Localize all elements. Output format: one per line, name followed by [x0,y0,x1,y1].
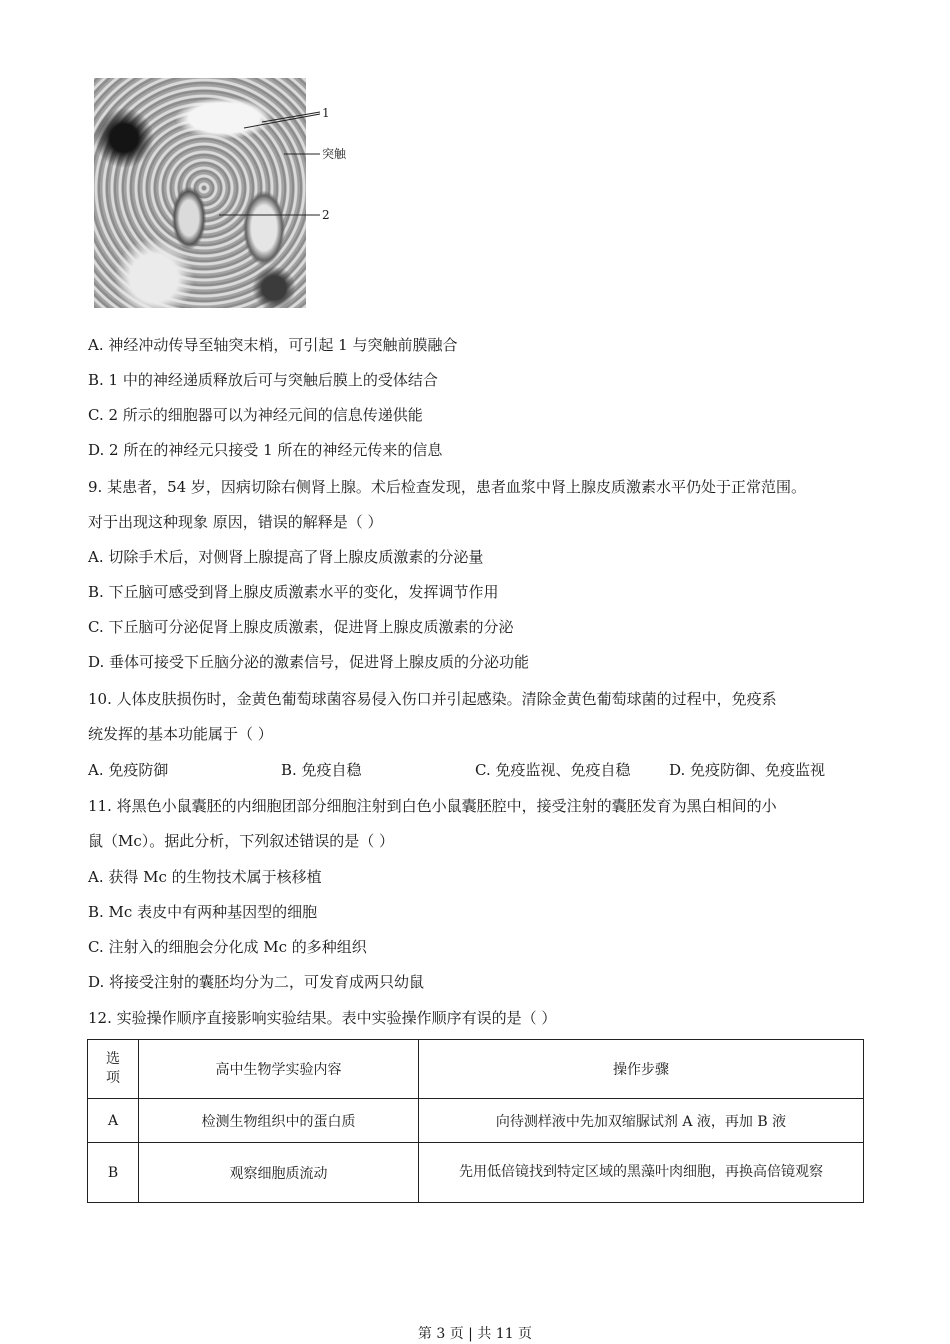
q8-option-c: C. 2 所示的细胞器可以为神经元间的信息传递供能 [88,406,423,424]
q11-stem-line2: 鼠（Mc）。据此分析，下列叙述错误的是（ ） [88,832,395,850]
header-steps: 操作步骤 [419,1040,864,1099]
header-content: 高中生物学实验内容 [139,1040,419,1099]
row-b-content: 观察细胞质流动 [139,1143,419,1203]
q10-option-c: C. 免疫监视、免疫自稳 [475,761,631,779]
page-footer: 第 3 页 | 共 11 页 [417,1326,533,1342]
q11-stem-line1: 11. 将黑色小鼠囊胚的内细胞团部分细胞注射到白色小鼠囊胚腔中，接受注射的囊胚发育为黑白相间的小 [88,797,777,815]
q8-option-d: D. 2 所在的神经元只接受 1 所在的神经元传来的信息 [88,441,443,459]
q10-stem-line2: 统发挥的基本功能属于（ ） [88,725,273,743]
q10-option-b: B. 免疫自稳 [281,761,362,779]
q9-stem-line1: 9. 某患者，54 岁，因病切除右侧肾上腺。术后检查发现，患者血浆中肾上腺皮质激素水平仍处于正常范围。 [88,478,806,496]
q10-option-d: D. 免疫防御、免疫监视 [669,761,826,779]
q9-option-a: A. 切除手术后，对侧肾上腺提高了肾上腺皮质激素的分泌量 [88,548,484,566]
q9-option-b: B. 下丘脑可感受到肾上腺皮质激素水平的变化，发挥调节作用 [88,583,499,601]
header-option: 选 项 [88,1040,139,1099]
q8-option-a: A. 神经冲动传导至轴突末梢，可引起 1 与突触前膜融合 [88,336,458,354]
figure-label-1: 1 [322,106,330,120]
table-row [88,1143,864,1203]
q10-options [88,760,868,780]
row-a-steps: 向待测样液中先加双缩脲试剂 A 液，再加 B 液 [419,1099,864,1143]
figure-label-2: 2 [322,208,330,222]
table-row [88,1099,864,1143]
row-a-option: A [88,1099,139,1143]
row-a-content: 检测生物组织中的蛋白质 [139,1099,419,1143]
q11-option-c: C. 注射入的细胞会分化成 Mc 的多种组织 [88,938,367,956]
q10-stem-line1: 10. 人体皮肤损伤时，金黄色葡萄球菌容易侵入伤口并引起感染。清除金黄色葡萄球菌的过程中，免疫系 [88,690,777,708]
q11-option-d: D. 将接受注射的囊胚均分为二，可发育成两只幼鼠 [88,973,425,991]
q11-option-a: A. 获得 Mc 的生物技术属于核移植 [88,868,322,886]
table-header-row [88,1040,864,1099]
q9-option-c: C. 下丘脑可分泌促肾上腺皮质激素，促进肾上腺皮质激素的分泌 [88,618,514,636]
q9-option-d: D. 垂体可接受下丘脑分泌的激素信号，促进肾上腺皮质的分泌功能 [88,653,530,671]
row-b-option: B [88,1143,139,1203]
figure-label-synapse: 突触 [322,147,347,161]
q9-stem-line2: 对于出现这种现象 原因，错误的解释是（ ） [88,513,383,531]
q8-option-b: B. 1 中的神经递质释放后可与突触后膜上的受体结合 [88,371,438,389]
q10-option-a: A. 免疫防御 [88,761,169,779]
q11-option-b: B. Mc 表皮中有两种基因型的细胞 [88,903,318,921]
figure-leader-lines [94,78,354,308]
experiment-table [87,1039,864,1203]
row-b-steps: 先用低倍镜找到特定区域的黑藻叶肉细胞，再换高倍镜观察 [419,1143,864,1203]
q12-stem: 12. 实验操作顺序直接影响实验结果。表中实验操作顺序有误的是（ ） [88,1009,557,1027]
